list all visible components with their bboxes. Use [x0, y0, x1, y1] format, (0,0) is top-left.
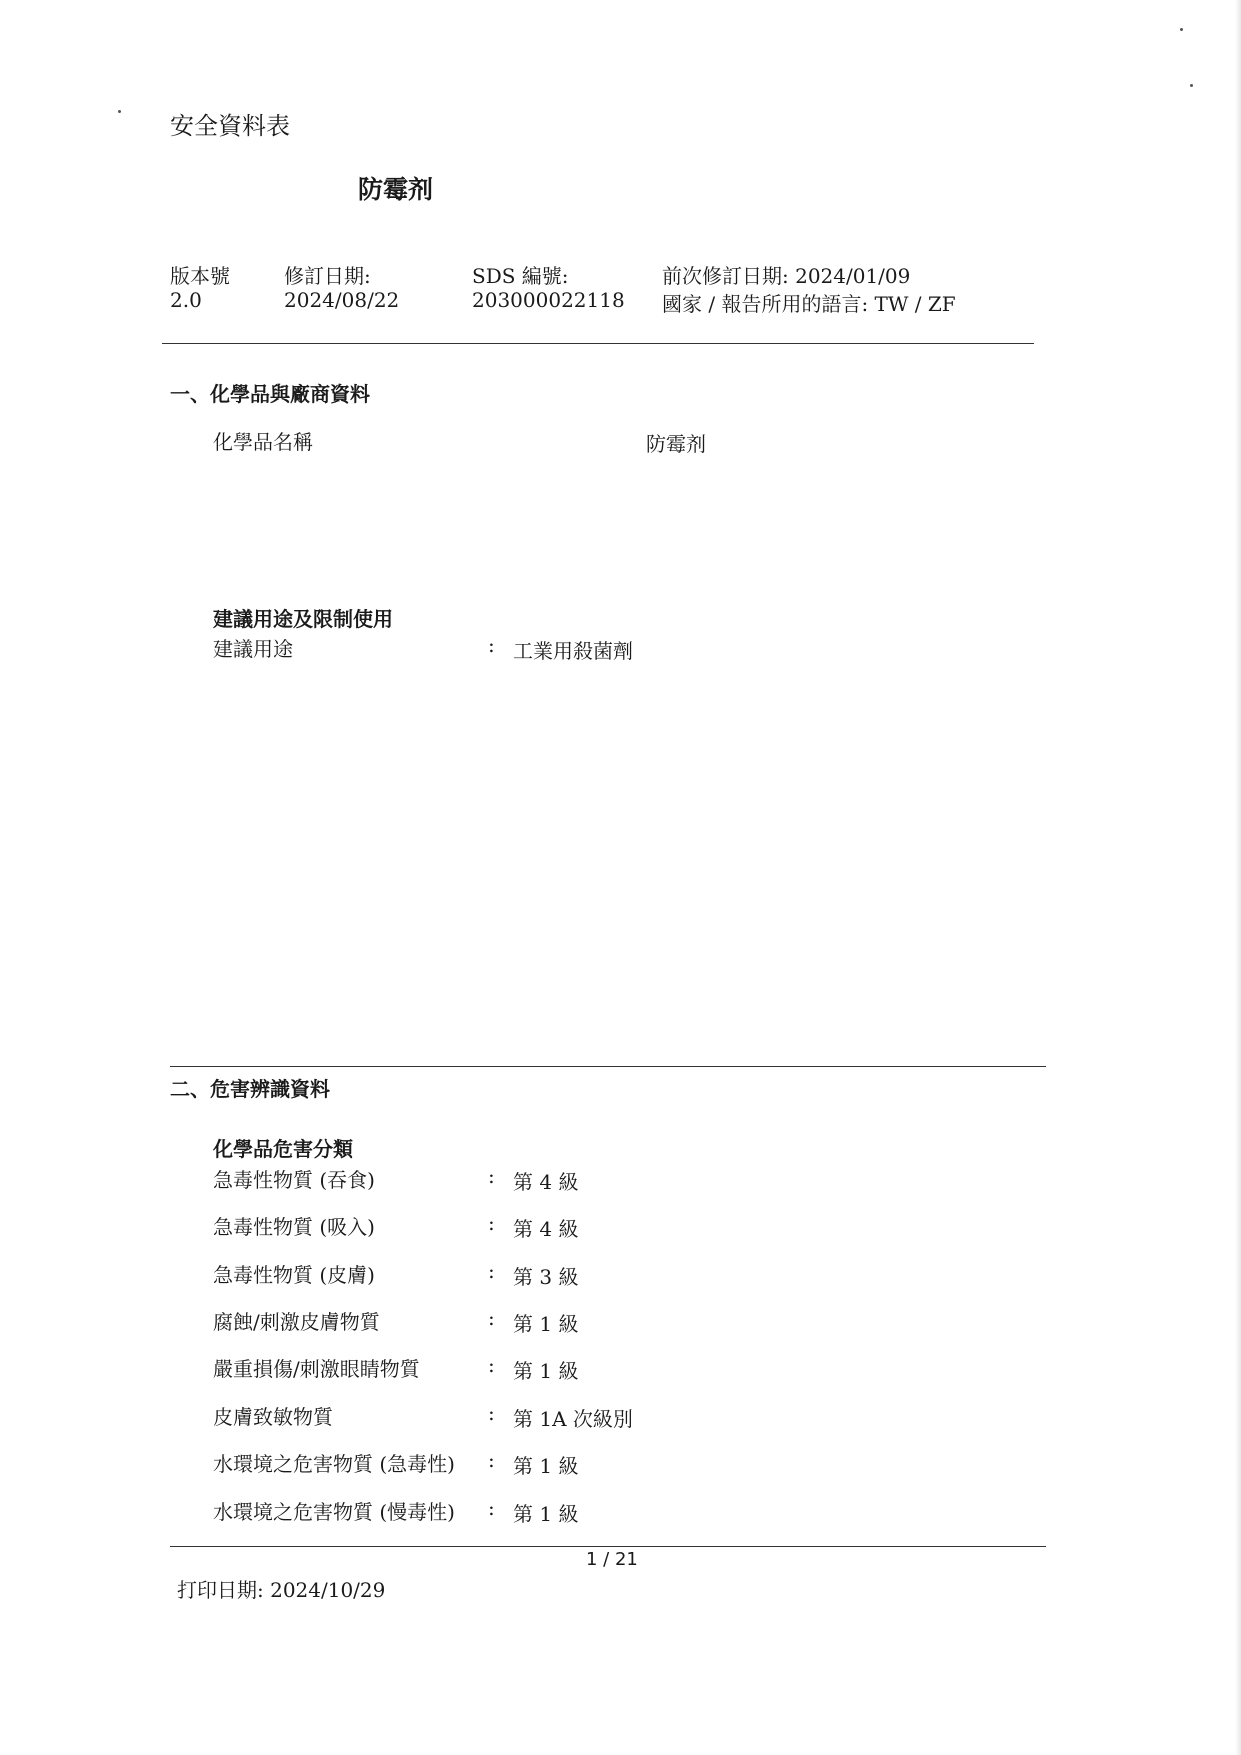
hazard-category: 第 4 級 [513, 1217, 579, 1241]
colon-separator: : [488, 1401, 495, 1425]
colon-separator: : [488, 1306, 495, 1330]
classification-heading: 化學品危害分類 [213, 1137, 353, 1161]
recommended-use-heading: 建議用途及限制使用 [213, 607, 393, 631]
page-number: 1 / 21 [586, 1549, 638, 1570]
colon-separator: : [488, 633, 495, 657]
hazard-category: 第 1 級 [513, 1359, 579, 1383]
hazard-label: 腐蝕/刺激皮膚物質 [213, 1310, 380, 1334]
version-value: 2.0 [170, 288, 202, 312]
hazard-label: 水環境之危害物質 (慢毒性) [213, 1500, 455, 1524]
hazard-label: 急毒性物質 (皮膚) [213, 1263, 375, 1287]
colon-separator: : [488, 1259, 495, 1283]
revision-date-label: 修訂日期: [284, 264, 371, 288]
colon-separator: : [488, 1496, 495, 1520]
revision-date-value: 2024/08/22 [284, 288, 400, 312]
section-2-heading: 二、危害辨識資料 [170, 1077, 330, 1101]
hazard-category: 第 1 級 [513, 1454, 579, 1478]
hazard-label: 水環境之危害物質 (急毒性) [213, 1452, 455, 1476]
scan-speck [1190, 84, 1193, 87]
product-name-value: 防霉剂 [646, 432, 706, 456]
hazard-label: 急毒性物質 (吞食) [213, 1168, 375, 1192]
product-name-label: 化學品名稱 [213, 430, 313, 454]
hazard-category: 第 1 級 [513, 1312, 579, 1336]
colon-separator: : [488, 1353, 495, 1377]
print-date: 打印日期: 2024/10/29 [177, 1578, 386, 1602]
hazard-category: 第 1 級 [513, 1502, 579, 1526]
hazard-label: 皮膚致敏物質 [213, 1405, 333, 1429]
version-label: 版本號 [170, 264, 230, 288]
hazard-category: 第 1A 次級別 [513, 1407, 633, 1431]
sds-number-value: 203000022118 [472, 288, 625, 312]
scan-speck [1180, 28, 1183, 31]
hazard-category: 第 4 級 [513, 1170, 579, 1194]
section-1-heading: 一、化學品與廠商資料 [170, 382, 370, 406]
previous-revision-date: 前次修訂日期: 2024/01/09 [662, 264, 911, 288]
scan-edge-shadow [1235, 0, 1241, 1755]
scan-speck [118, 110, 121, 113]
product-title: 防霉剂 [358, 175, 434, 204]
header-divider [162, 343, 1034, 344]
document-type: 安全資料表 [170, 112, 290, 140]
footer-divider [170, 1546, 1046, 1547]
section-divider [170, 1066, 1046, 1067]
colon-separator: : [488, 1448, 495, 1472]
recommended-use-value: 工業用殺菌劑 [513, 639, 633, 663]
colon-separator: : [488, 1211, 495, 1235]
hazard-label: 嚴重損傷/刺激眼睛物質 [213, 1357, 420, 1381]
sds-number-label: SDS 編號: [472, 264, 569, 288]
hazard-category: 第 3 級 [513, 1265, 579, 1289]
hazard-label: 急毒性物質 (吸入) [213, 1215, 375, 1239]
country-language: 國家 / 報告所用的語言: TW / ZF [662, 292, 956, 316]
recommended-use-label: 建議用途 [213, 637, 293, 661]
colon-separator: : [488, 1164, 495, 1188]
